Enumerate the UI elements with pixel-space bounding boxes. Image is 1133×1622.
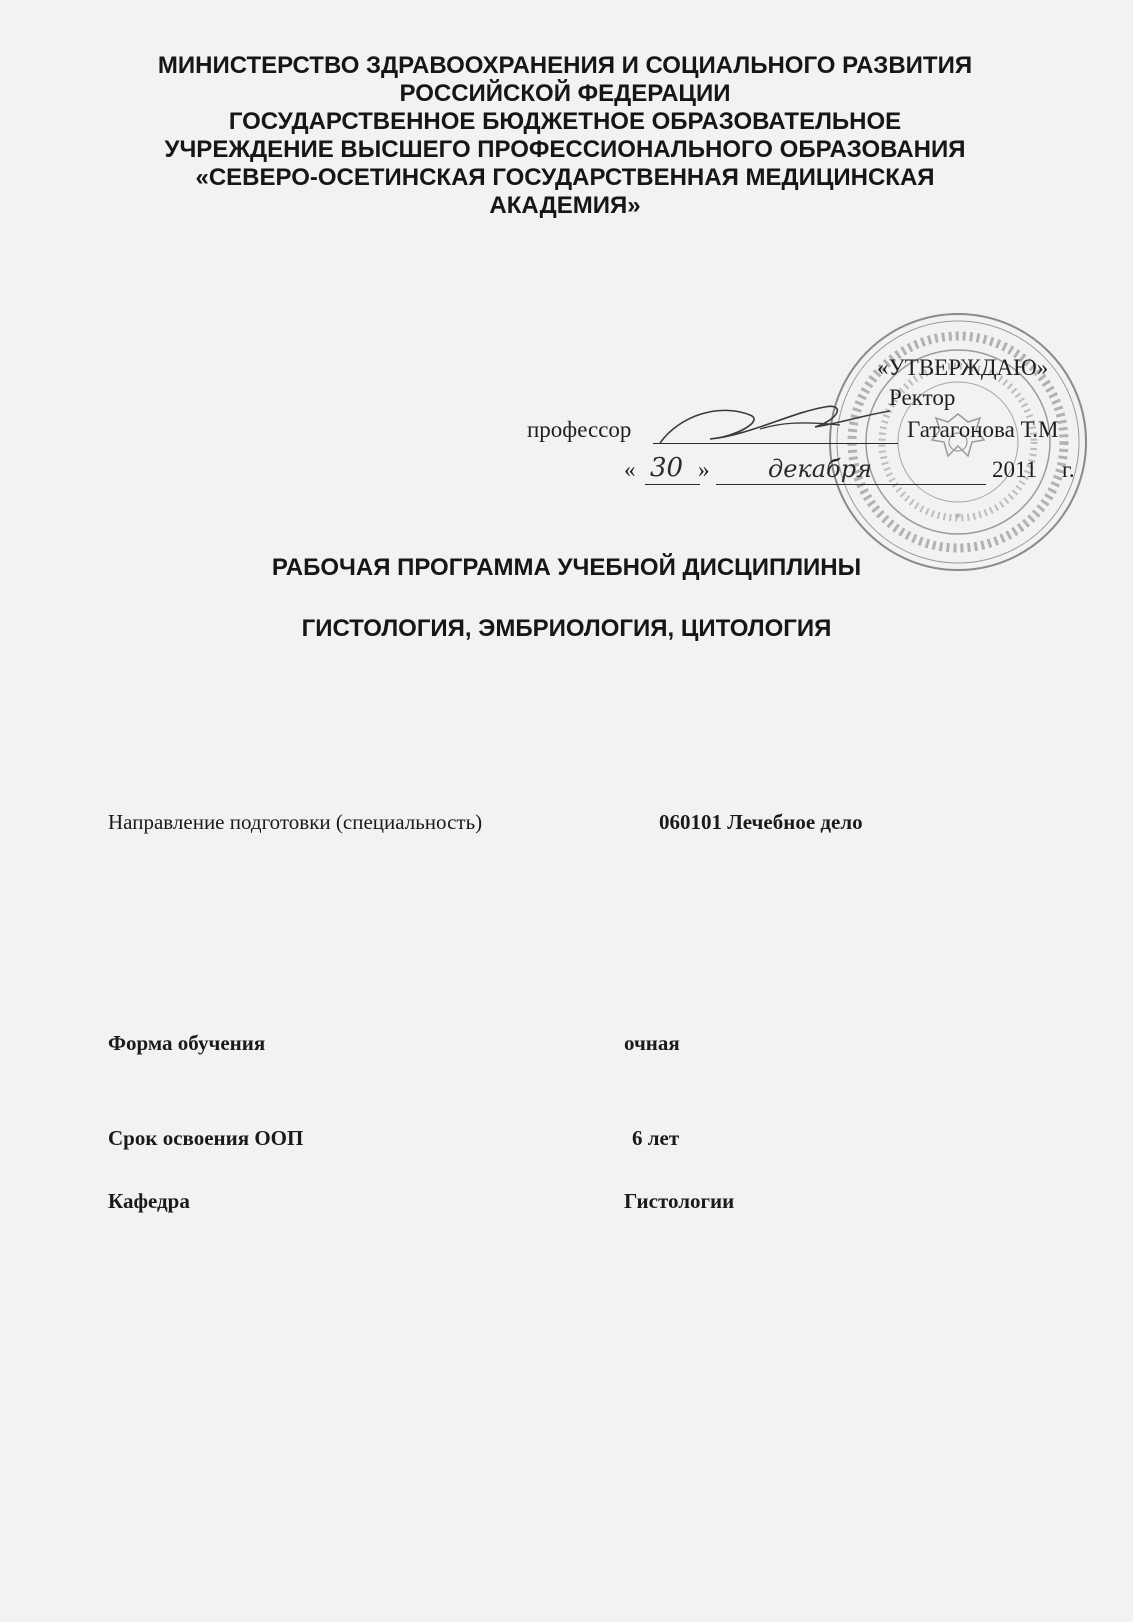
approval-heading: «УТВЕРЖДАЮ» bbox=[877, 355, 1049, 380]
form-label: Форма обучения bbox=[108, 1031, 266, 1055]
header-line-6: АКАДЕМИЯ» bbox=[489, 192, 641, 219]
header-line-4: УЧРЕЖДЕНИЕ ВЫСШЕГО ПРОФЕССИОНАЛЬНОГО ОБРАЗОВАНИЯ bbox=[164, 136, 966, 163]
header-line-3: ГОСУДАРСТВЕННОЕ БЮДЖЕТНОЕ ОБРАЗОВАТЕЛЬНОЕ bbox=[228, 108, 902, 135]
date-year: 2011 bbox=[992, 457, 1038, 482]
header-line-1: МИНИСТЕРСТВО ЗДРАВООХРАНЕНИЯ И СОЦИАЛЬНОГО РАЗВИТИЯ bbox=[157, 52, 973, 79]
header-line-2: РОССИЙСКОЙ ФЕДЕРАЦИИ bbox=[399, 80, 731, 107]
discipline-title: ГИСТОЛОГИЯ, ЭМБРИОЛОГИЯ, ЦИТОЛОГИЯ bbox=[301, 615, 832, 642]
date-close-quote: » bbox=[698, 457, 710, 482]
term-label: Срок освоения ООП bbox=[108, 1126, 304, 1150]
approval-name: Гатагонова Т.М bbox=[907, 417, 1059, 442]
date-day: 30 bbox=[650, 453, 684, 483]
institution-header bbox=[60, 52, 1070, 220]
department-value: Гистологии bbox=[624, 1189, 735, 1213]
form-value: очная bbox=[624, 1031, 680, 1055]
term-value: 6 лет bbox=[632, 1126, 680, 1150]
direction-label: Направление подготовки (специальность) bbox=[108, 810, 483, 834]
date-month: декабря bbox=[768, 455, 872, 483]
approval-title-prefix: профессор bbox=[527, 417, 632, 442]
approval-role: Ректор bbox=[889, 385, 956, 410]
date-year-suffix: г. bbox=[1062, 457, 1075, 482]
day-line bbox=[645, 484, 700, 485]
date-open-quote: « bbox=[624, 457, 636, 482]
header-line-5: «СЕВЕРО-ОСЕТИНСКАЯ ГОСУДАРСТВЕННАЯ МЕДИЦИНСКАЯ bbox=[195, 164, 935, 191]
department-label: Кафедра bbox=[108, 1189, 190, 1213]
month-line bbox=[716, 484, 986, 485]
direction-value: 060101 Лечебное дело bbox=[659, 810, 863, 834]
svg-text:*: * bbox=[954, 511, 962, 526]
document-title: РАБОЧАЯ ПРОГРАММА УЧЕБНОЙ ДИСЦИПЛИНЫ bbox=[271, 554, 862, 581]
